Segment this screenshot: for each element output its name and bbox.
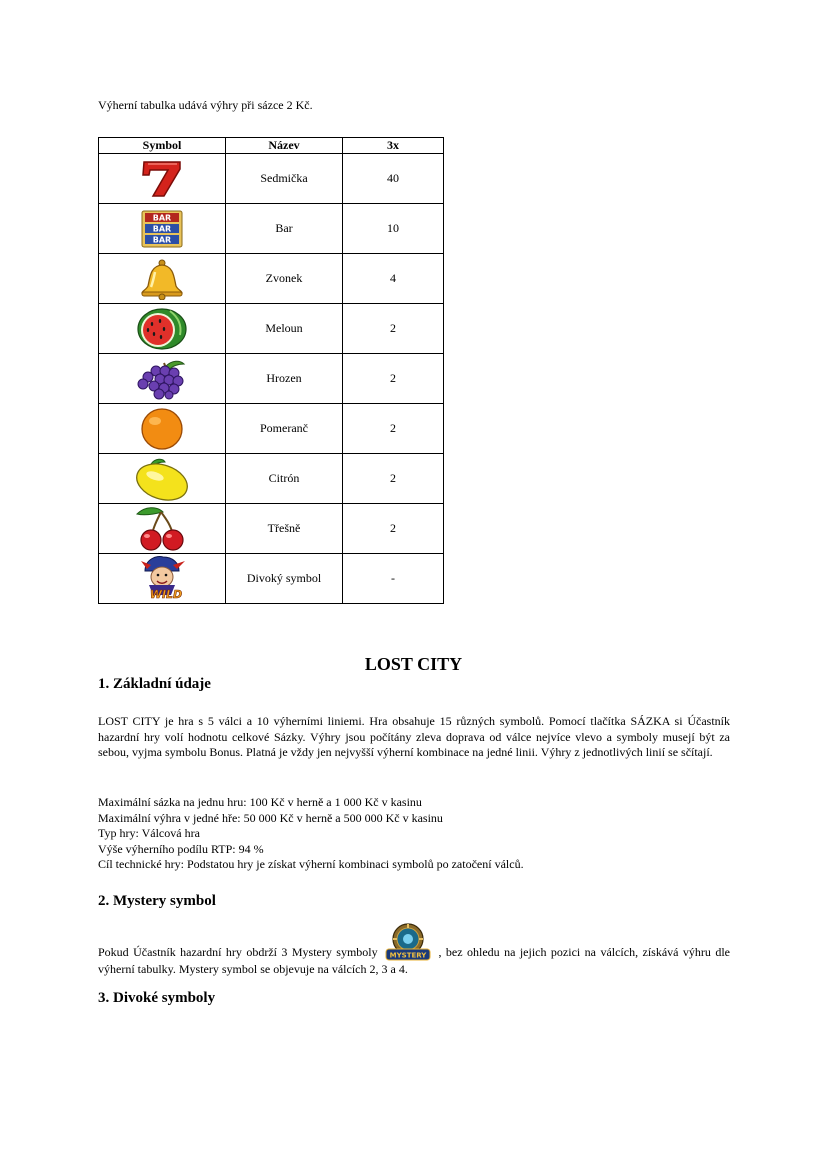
table-row [99, 304, 444, 354]
win-cell: - [343, 554, 444, 604]
win-cell: 4 [343, 254, 444, 304]
symbol-cell [99, 454, 226, 504]
bar-icon [139, 210, 185, 248]
symbol-cell [99, 254, 226, 304]
table-row [99, 554, 444, 604]
name-cell: Pomeranč [226, 404, 343, 454]
section2-text-before: Pokud Účastník hazardní hry obdrží 3 Mystery symboly [98, 945, 378, 959]
symbol-cell [99, 404, 226, 454]
table-row [99, 454, 444, 504]
win-cell: 2 [343, 354, 444, 404]
detail-max-win: Maximální výhra v jedné hře: 50 000 Kč v herně a 500 000 Kč v kasinu [98, 810, 443, 825]
table-row [99, 204, 444, 254]
grapes-icon [136, 358, 188, 400]
win-cell: 10 [343, 204, 444, 254]
table-row [99, 504, 444, 554]
bell-icon [138, 258, 186, 300]
symbol-cell [99, 154, 226, 204]
symbol-cell [99, 354, 226, 404]
table-row [99, 154, 444, 204]
section1-text: LOST CITY je hra s 5 válci a 10 výherními liniemi. Hra obsahuje 15 různých symbolů. Pomocí tlačítka SÁZKA si Účastník hazardní hry volí hodnotu celkové Sázky. Výhry jsou počítány zleva doprava od válce nejvíce vlevo a symboly musejí být za sebou, vyjma symbolu Bonus. Platná je vždy jen nejvyšší výherní kombinace na jedné linii. Výhry z jednotlivých linií se sčítají. [98, 714, 730, 759]
header-name: Název [226, 138, 343, 154]
bar-icon-text-1: BAR [152, 213, 172, 222]
detail-rtp: Výše výherního podílu RTP: 94 % [98, 841, 264, 856]
symbol-cell [99, 554, 226, 604]
win-cell: 2 [343, 304, 444, 354]
page-title: LOST CITY [364, 654, 463, 674]
detail-game-type: Typ hry: Válcová hra [98, 826, 200, 840]
name-cell: Divoký symbol [226, 554, 343, 604]
bar-icon-text-3: BAR [152, 235, 172, 244]
watermelon-icon [136, 307, 188, 351]
name-cell: Meloun [226, 304, 343, 354]
mystery-icon-text: MYSTERY [389, 951, 427, 960]
intro-text: Výherní tabulka udává výhry při sázce 2 Kč. [98, 98, 313, 112]
win-cell: 2 [343, 454, 444, 504]
symbol-cell [99, 504, 226, 554]
seven-icon [140, 159, 184, 199]
header-symbol: Symbol [99, 138, 226, 154]
name-cell: Hrozen [226, 354, 343, 404]
section1-paragraph [98, 714, 730, 761]
lemon-icon [133, 456, 191, 502]
cherries-icon [135, 506, 189, 552]
wild-icon-text: WILD [149, 587, 183, 601]
detail-max-bet: Maximální sázka na jednu hru: 100 Kč v herně a 1 000 Kč v kasinu [98, 795, 422, 809]
mystery-icon [384, 922, 432, 962]
table-header-row [99, 138, 444, 154]
name-cell: Zvonek [226, 254, 343, 304]
section2-heading: 2. Mystery symbol [98, 893, 216, 909]
orange-icon [139, 407, 185, 451]
section1-details [98, 795, 730, 873]
win-cell: 2 [343, 404, 444, 454]
name-cell: Třešně [226, 504, 343, 554]
wild-jester-icon [133, 555, 191, 603]
win-cell: 40 [343, 154, 444, 204]
name-cell: Sedmička [226, 154, 343, 204]
symbol-cell [99, 304, 226, 354]
name-cell: Bar [226, 204, 343, 254]
section1-heading: 1. Základní údaje [98, 676, 211, 692]
table-row [99, 354, 444, 404]
name-cell: Citrón [226, 454, 343, 504]
bar-icon-text-2: BAR [152, 224, 172, 233]
payout-table [98, 137, 444, 604]
section2-text-after: , bez ohledu na jejich pozici na válcích, získává výhru dle výherní tabulky. Mystery symbol se objevuje na válcích 2, 3 a 4. [98, 945, 731, 976]
table-row [99, 404, 444, 454]
section3-heading: 3. Divoké symboly [98, 990, 216, 1006]
symbol-cell [99, 204, 226, 254]
table-row [99, 254, 444, 304]
win-cell: 2 [343, 504, 444, 554]
header-3x: 3x [343, 138, 444, 154]
section2-paragraph [98, 922, 730, 978]
detail-goal: Cíl technické hry: Podstatou hry je získat výherní kombinaci symbolů po zatočení válců. [98, 857, 524, 871]
